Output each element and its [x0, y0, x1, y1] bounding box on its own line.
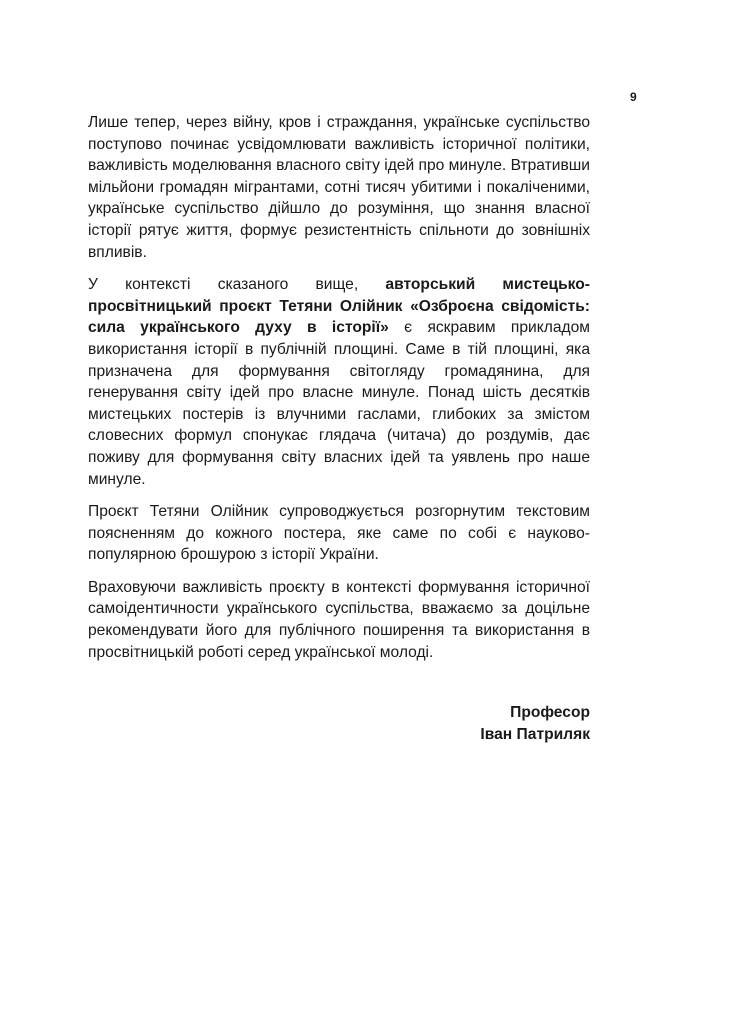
- paragraph-2: [88, 274, 590, 490]
- page-number: 9: [630, 90, 637, 104]
- paragraph-3: Проєкт Тетяни Олійник супроводжується розгорнутим текстовим поясненням до кожного постера, яке саме по собі є науково-популярною брошурою з історії України.: [88, 503, 590, 564]
- signature: [300, 702, 590, 745]
- paragraph-1: Лише тепер, через війну, кров і страждання, українське суспільство поступово починає усвідомлювати важливість історичної політики, важливість моделювання власного світу ідей про минуле. Втративши мільйони громадян мігрантами, сотні тисяч убитими і покаліченими, українське суспільство дійшло до розуміння, що знання власної історії рятує життя, формує резистентність спільноти до зовнішніх впливів.: [88, 114, 590, 261]
- signature-title: Професор: [510, 704, 590, 721]
- signature-name: Іван Патриляк: [480, 725, 590, 743]
- paragraph-2-prefix: У контексті сказаного вище,: [88, 276, 386, 294]
- project-title-bold: авторський мистецько-просвітницький проєкт Тетяни Олійник «Озброєна свідомість: сила українського духу в історії»: [88, 276, 591, 337]
- body-text: [88, 112, 590, 674]
- paragraph-4: Враховуючи важливість проєкту в контексті формування історичної самоідентичности українського суспільства, вважаємо за доцільне рекомендувати його для публічного поширення та використання в просвітницькій роботі серед української молоді.: [88, 578, 590, 661]
- paragraph-2-suffix: є яскравим прикладом використання історії в публічній площині. Саме в тій площині, яка призначена для формування світогляду громадянина, для генерування світу ідей про власне минуле. Понад шість десятків мистецьких постерів із влучними гаслами, глибоких за змістом словесних формул спонукає глядача (читача) до роздумів, дає поживу для формування світу власних ідей та уявлень про наше минуле.: [88, 319, 590, 488]
